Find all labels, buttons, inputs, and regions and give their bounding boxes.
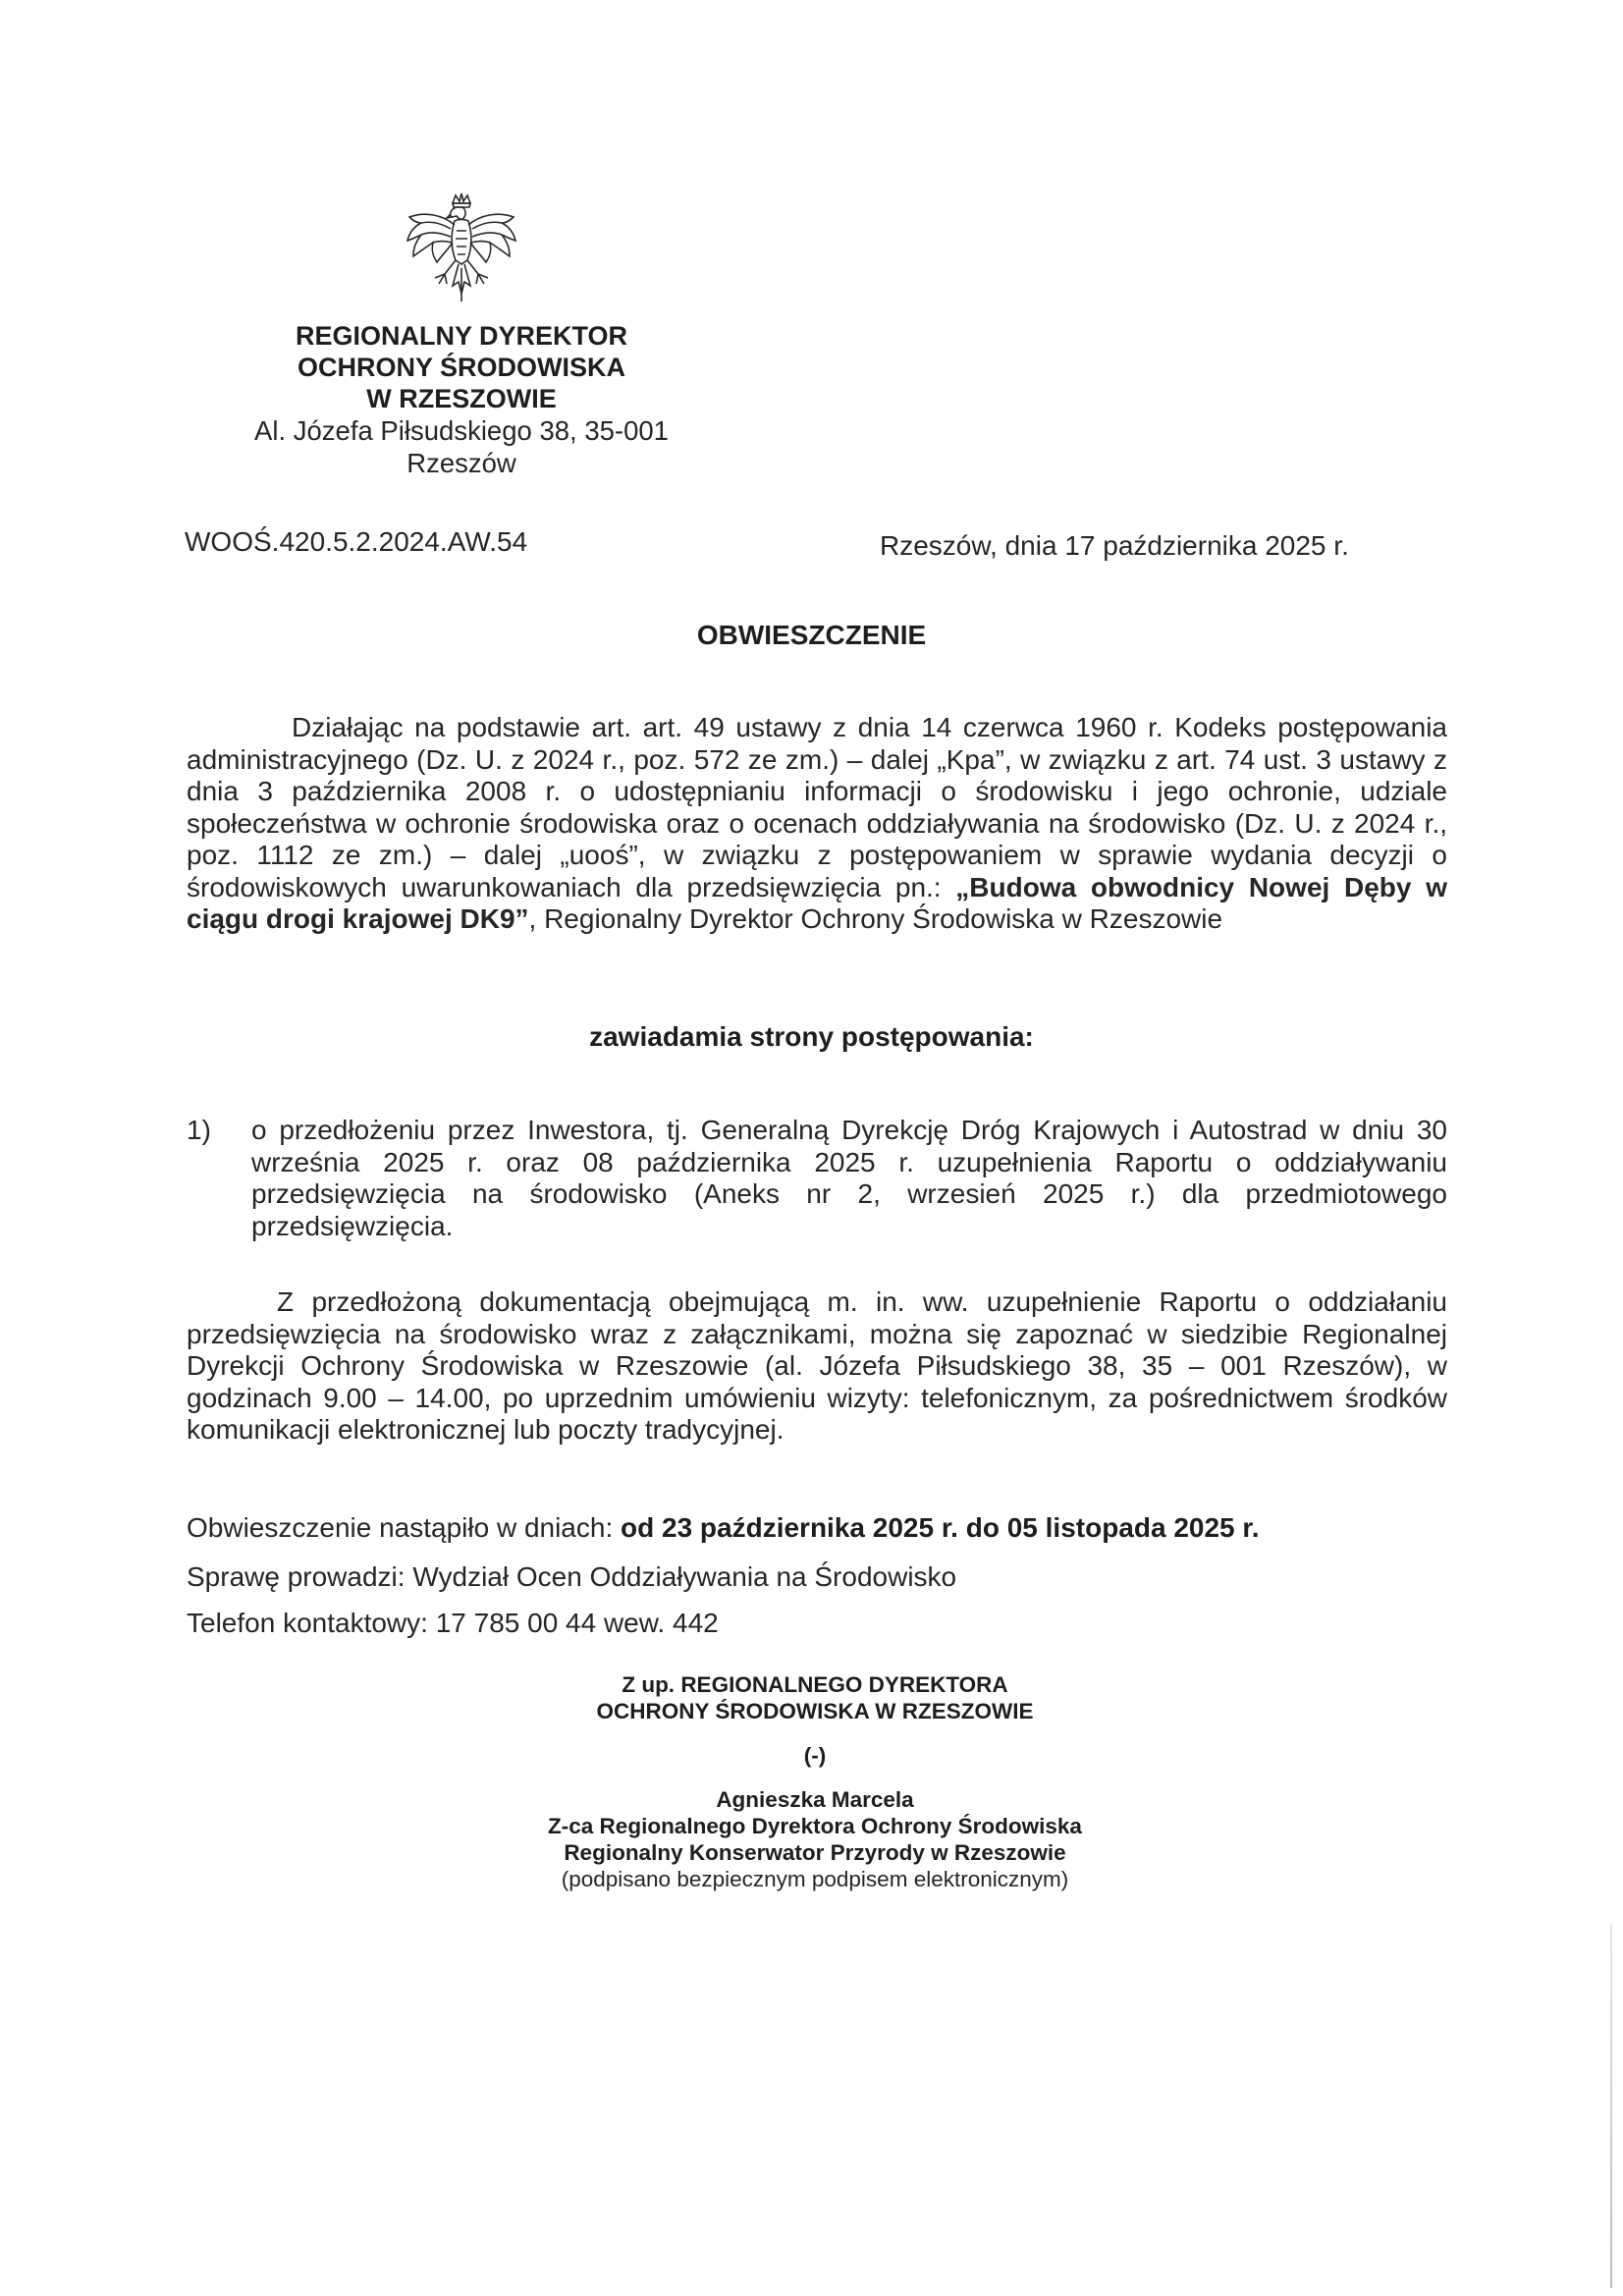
project-name: „Budowa obwodnicy Nowej Dęby w ciągu drogi krajowej DK9” [187, 871, 1447, 934]
signature-note: (podpisano bezpiecznym podpisem elektronicznym) [561, 1867, 1069, 1891]
notification-subheading: zawiadamia strony postępowania: [589, 1021, 1034, 1052]
signature-block [461, 1671, 1168, 1892]
publication-period-line [187, 1512, 1260, 1544]
case-handler: Sprawę prowadzi: Wydział Ocen Oddziaływania na Środowisko [187, 1561, 957, 1592]
signature-mark: (-) [803, 1743, 827, 1768]
polish-eagle-emblem-icon [400, 191, 523, 317]
place-and-date: Rzeszów, dnia 17 października 2025 r. [880, 530, 1349, 561]
intro-text: Działając na podstawie art. art. 49 ustawy z dnia 14 czerwca 1960 r. Kodeks postępowania administracyjnego (Dz. U. z 2024 r., poz. 572 ze zm.) – dalej „Kpa”, w związku z art. 74 ust. 3 ustawy z dnia 3 października 2008 r. o udostępnianiu informacji o środowisku i jego ochronie, udziale społeczeństwa w ochronie środowiska oraz o ocenach oddziaływania na środowisko (Dz. U. z 2024 r., poz. 1112 ze zm.) – dalej „uooś”, w związku z postępowaniem w sprawie wydania decyzji o środowiskowych uwarunkowaniach dla przedsięwzięcia pn.: [187, 712, 1447, 902]
signer-name: Agnieszka Marcela [716, 1787, 914, 1812]
on-behalf-line: OCHRONY ŚRODOWISKA W RZESZOWIE [596, 1699, 1034, 1723]
authority-name-line: W RZESZOWIE [366, 384, 557, 413]
documentation-paragraph: Z przedłożoną dokumentacją obejmującą m. in. ww. uzupełnienie Raportu o oddziałaniu przedsięwzięcia na środowisko wraz z załącznikami, można się zapoznać w siedzibie Regionalnej Dyrekcji Ochrony Środowiska w Rzeszowie (al. Józefa Piłsudskiego 38, 35 – 001 Rzeszów), w godzinach 9.00 – 14.00, po uprzednim umówieniu wizyty: telefonicznym, za pośrednictwem środków komunikacji elektronicznej lub poczty tradycyjnej. [187, 1286, 1447, 1445]
publication-period: od 23 października 2025 r. do 05 listopada 2025 r. [621, 1512, 1260, 1543]
authority-header [177, 320, 746, 479]
document-title: OBWIESZCZENIE [696, 620, 927, 650]
authority-city-line: Rzeszów [406, 448, 516, 478]
authority-name-line: REGIONALNY DYREKTOR [295, 321, 628, 351]
intro-paragraph [187, 712, 1447, 936]
signer-title: Z-ca Regionalnego Dyrektora Ochrony Środowiska [548, 1814, 1082, 1838]
authority-address-line: Al. Józefa Piłsudskiego 38, 35-001 [254, 415, 669, 446]
contact-phone: Telefon kontaktowy: 17 785 00 44 wew. 442 [187, 1608, 719, 1638]
list-item-text: o przedłożeniu przez Inwestora, tj. Generalną Dyrekcję Dróg Krajowych i Autostrad w dniu 30 września 2025 r. oraz 08 października 2025 r. uzupełnienia Raportu o oddziaływaniu przedsięwzięcia na środowisko (Aneks nr 2, wrzesień 2025 r.) dla przedmiotowego przedsięwzięcia. [251, 1115, 1447, 1241]
scan-edge-line [1610, 1925, 1612, 2288]
authority-name-line: OCHRONY ŚRODOWISKA [297, 353, 626, 382]
intro-suffix: , Regionalny Dyrektor Ochrony Środowiska w Rzeszowie [528, 903, 1223, 934]
reference-number: WOOŚ.420.5.2.2024.AW.54 [185, 526, 528, 557]
publication-label: Obwieszczenie nastąpiło w dniach: [187, 1512, 622, 1543]
on-behalf-line: Z up. REGIONALNEGO DYREKTORA [622, 1672, 1008, 1697]
list-item-number: 1) [187, 1115, 211, 1145]
signer-title: Regionalny Konserwator Przyrody w Rzeszowie [564, 1840, 1066, 1865]
list-item [187, 1115, 1447, 1242]
